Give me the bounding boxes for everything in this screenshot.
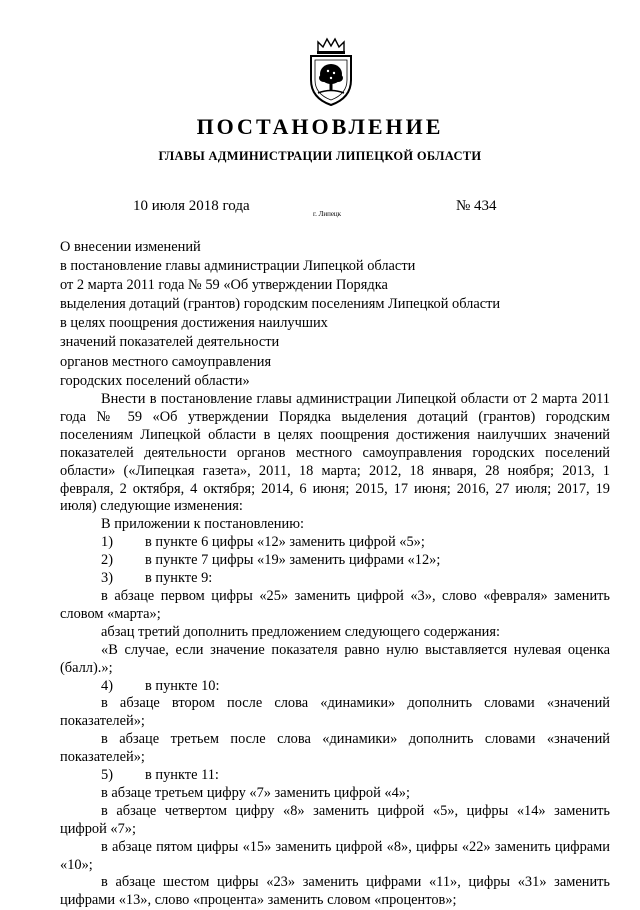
body-paragraph: в абзаце шестом цифры «23» заменить цифрами «11», цифры «31» заменить цифрами «13», слово «процента» заменить словом «процентов»; [60, 874, 610, 909]
list-item-number: 1) [101, 534, 113, 551]
document-body [60, 391, 610, 910]
list-item-text: в пункте 9: [145, 570, 213, 587]
document-number: № 434 [456, 198, 497, 214]
list-item-text: в пункте 10: [145, 677, 220, 694]
list-item-number: 3) [101, 570, 113, 587]
list-item-number: 2) [101, 552, 113, 569]
subject-line: в постановление главы администрации Липецкой области [60, 258, 416, 275]
body-paragraph: в абзаце втором после слова «динамики» дополнить словами «значений показателей»; [60, 695, 610, 730]
list-item-2 [60, 552, 610, 570]
subject-line: в целях поощрения достижения наилучших [60, 315, 328, 332]
body-paragraph: «В случае, если значение показателя равно нулю выставляется нулевая оценка (балл).»; [60, 641, 610, 676]
list-item-text: в пункте 7 цифры «19» заменить цифрами «12»; [145, 552, 441, 569]
body-appendix-line: В приложении к постановлению: [101, 516, 304, 533]
body-paragraph: в абзаце третьем после слова «динамики» дополнить словами «значений показателей»; [60, 731, 610, 766]
subject-line: выделения дотаций (грантов) городским поселениям Липецкой области [60, 296, 501, 313]
list-item-number: 4) [101, 677, 113, 694]
body-paragraph: в абзаце третьем цифру «7» заменить цифрой «4»; [101, 784, 410, 801]
body-intro-paragraph: Внести в постановление главы администрации Липецкой области от 2 марта 2011 года № 59 «Об утверждении Порядка выделения дотаций (грантов) городским поселениям Липецкой области в целях поощрения достижения наилучших значений показателей деятельности органов местного самоуправления городских поселений области» («Липецкая газета», 2011, 18 марта; 2012, 18 января, 28 ноября; 2013, 1 февраля, 2 октября, 4 октября; 2014, 6 июня; 2015, 17 июня; 2016, 27 июля; 2017, 19 июля) следующие изменения: [60, 391, 610, 515]
lipetsk-coat-of-arms-icon [304, 36, 358, 108]
document-title: ПОСТАНОВЛЕНИЕ [196, 114, 444, 139]
subject-line: значений показателей деятельности [60, 334, 280, 351]
list-item-5 [60, 767, 610, 785]
body-paragraph: в абзаце первом цифры «25» заменить цифрой «3», слово «февраля» заменить словом «марта»; [60, 587, 610, 622]
document-city: г. Липецк [313, 210, 342, 218]
subject-line: городских поселений области» [60, 372, 250, 389]
body-paragraph: в абзаце пятом цифры «15» заменить цифрой «8», цифры «22» заменить цифрами «10»; [60, 838, 610, 873]
subject-line: О внесении изменений [60, 239, 201, 255]
document-subtitle: ГЛАВЫ АДМИНИСТРАЦИИ ЛИПЕЦКОЙ ОБЛАСТИ [158, 149, 482, 163]
body-paragraph: в абзаце четвертом цифру «8» заменить цифрой «5», цифры «14» заменить цифрой «7»; [60, 802, 610, 837]
document-subject [60, 238, 500, 391]
subject-line: от 2 марта 2011 года № 59 «Об утверждении Порядка [60, 277, 388, 294]
list-item-4 [60, 678, 610, 696]
list-item-text: в пункте 6 цифры «12» заменить цифрой «5»; [145, 534, 425, 551]
list-item-3 [60, 570, 610, 588]
list-item-1 [60, 534, 610, 552]
list-item-text: в пункте 11: [145, 767, 219, 784]
list-item-number: 5) [101, 767, 113, 784]
body-paragraph: абзац третий дополнить предложением следующего содержания: [101, 623, 501, 640]
document-date: 10 июля 2018 года [133, 198, 250, 214]
subject-line: органов местного самоуправления [60, 353, 272, 370]
